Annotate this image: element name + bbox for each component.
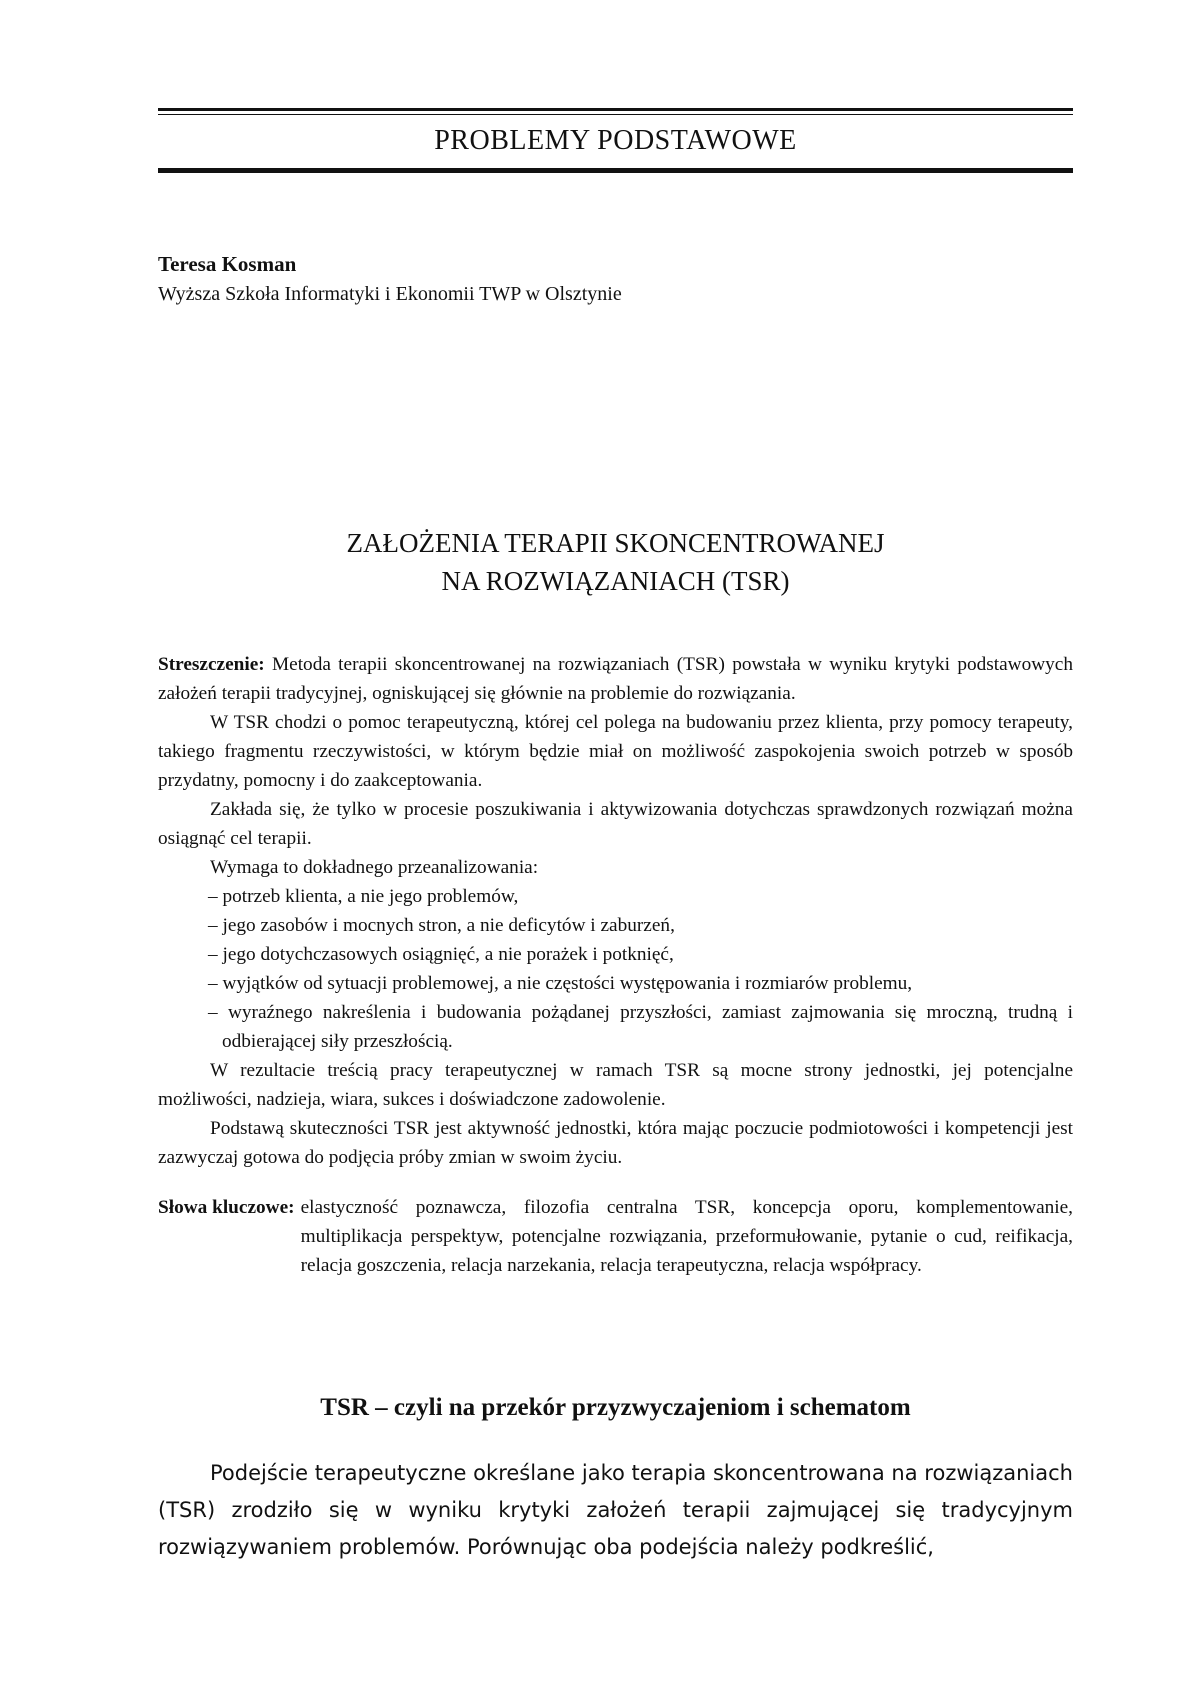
abstract xyxy=(158,650,1073,1172)
keywords-label: Słowa kluczowe: xyxy=(158,1197,295,1218)
list-item: – jego zasobów i mocnych stron, a nie deficytów i zaburzeń, xyxy=(208,915,675,936)
section-header xyxy=(158,108,1073,173)
abstract-label: Streszczenie: xyxy=(158,654,265,675)
abstract-paragraph-6: Podstawą skuteczności TSR jest aktywność jednostki, która mając poczucie podmiotowości i kompetencji jest zazwyczaj gotowa do podjęcia próby zmian w swoim życiu. xyxy=(158,1118,1073,1168)
abstract-paragraph-1 xyxy=(158,650,1073,708)
abstract-list xyxy=(158,882,1073,1056)
abstract-paragraph-4: Wymaga to dokładnego przeanalizowania: xyxy=(210,857,539,878)
list-item: – potrzeb klienta, a nie jego problemów, xyxy=(208,886,519,907)
article-title-line-1: ZAŁOŻENIA TERAPII SKONCENTROWANEJ xyxy=(346,528,885,558)
author-name: Teresa Kosman xyxy=(158,252,297,276)
keywords-text: elastyczność poznawcza, filozofia centralna TSR, koncepcja oporu, komplementowanie, multiplikacja perspektyw, potencjalne rozwiązania, przeformułowanie, pytanie o cud, reifikacja, relacja goszczenia, relacja narzekania, relacja terapeutyczna, relacja współpracy. xyxy=(300,1197,1073,1276)
body-text xyxy=(158,1455,1073,1566)
abstract-text-1: Metoda terapii skoncentrowanej na rozwiązaniach (TSR) powstała w wyniku krytyki podstawowych założeń terapii tradycyjnej, ogniskującej się głównie na problemie do rozwiązania. xyxy=(158,654,1073,704)
body-paragraph: Podejście terapeutyczne określane jako terapia skoncentrowana na rozwiązaniach (TSR) zrodziło się w wyniku krytyki założeń terapii zajmującej się tradycyjnym rozwiązywaniem problemów. Porównując oba podejścia należy podkreślić, xyxy=(158,1461,1073,1559)
author-affiliation: Wyższa Szkoła Informatyki i Ekonomii TWP w Olsztynie xyxy=(158,283,622,305)
section-title: PROBLEMY PODSTAWOWE xyxy=(434,125,797,156)
list-item: – jego dotychczasowych osiągnięć, a nie porażek i potknięć, xyxy=(208,944,674,965)
article-title xyxy=(158,524,1073,600)
section-heading: TSR – czyli na przekór przyzwyczajeniom i schematom xyxy=(320,1394,911,1421)
list-item: – wyjątków od sytuacji problemowej, a nie częstości występowania i rozmiarów problemu, xyxy=(208,973,913,994)
header-top-rule xyxy=(158,108,1073,115)
header-bottom-rule xyxy=(158,168,1073,173)
article-title-line-2: NA ROZWIĄZANIACH (TSR) xyxy=(441,566,790,596)
list-item: – wyraźnego nakreślenia i budowania pożądanej przyszłości, zamiast zajmowania się mroczną, trudną i odbierającej siły przeszłością. xyxy=(208,1002,1073,1052)
keywords xyxy=(158,1193,1073,1280)
abstract-paragraph-2: W TSR chodzi o pomoc terapeutyczną, której cel polega na budowaniu przez klienta, przy pomocy terapeuty, takiego fragmentu rzeczywistości, w którym będzie miał on możliwość zaspokojenia swoich potrzeb w sposób przydatny, pomocny i do zaakceptowania. xyxy=(158,712,1073,791)
abstract-paragraph-3: Zakłada się, że tylko w procesie poszukiwania i aktywizowania dotychczas sprawdzonych rozwiązań można osiągnąć cel terapii. xyxy=(158,799,1073,849)
abstract-paragraph-5: W rezultacie treścią pracy terapeutycznej w ramach TSR są mocne strony jednostki, jej potencjalne możliwości, nadzieja, wiara, sukces i doświadczone zadowolenie. xyxy=(158,1060,1073,1110)
